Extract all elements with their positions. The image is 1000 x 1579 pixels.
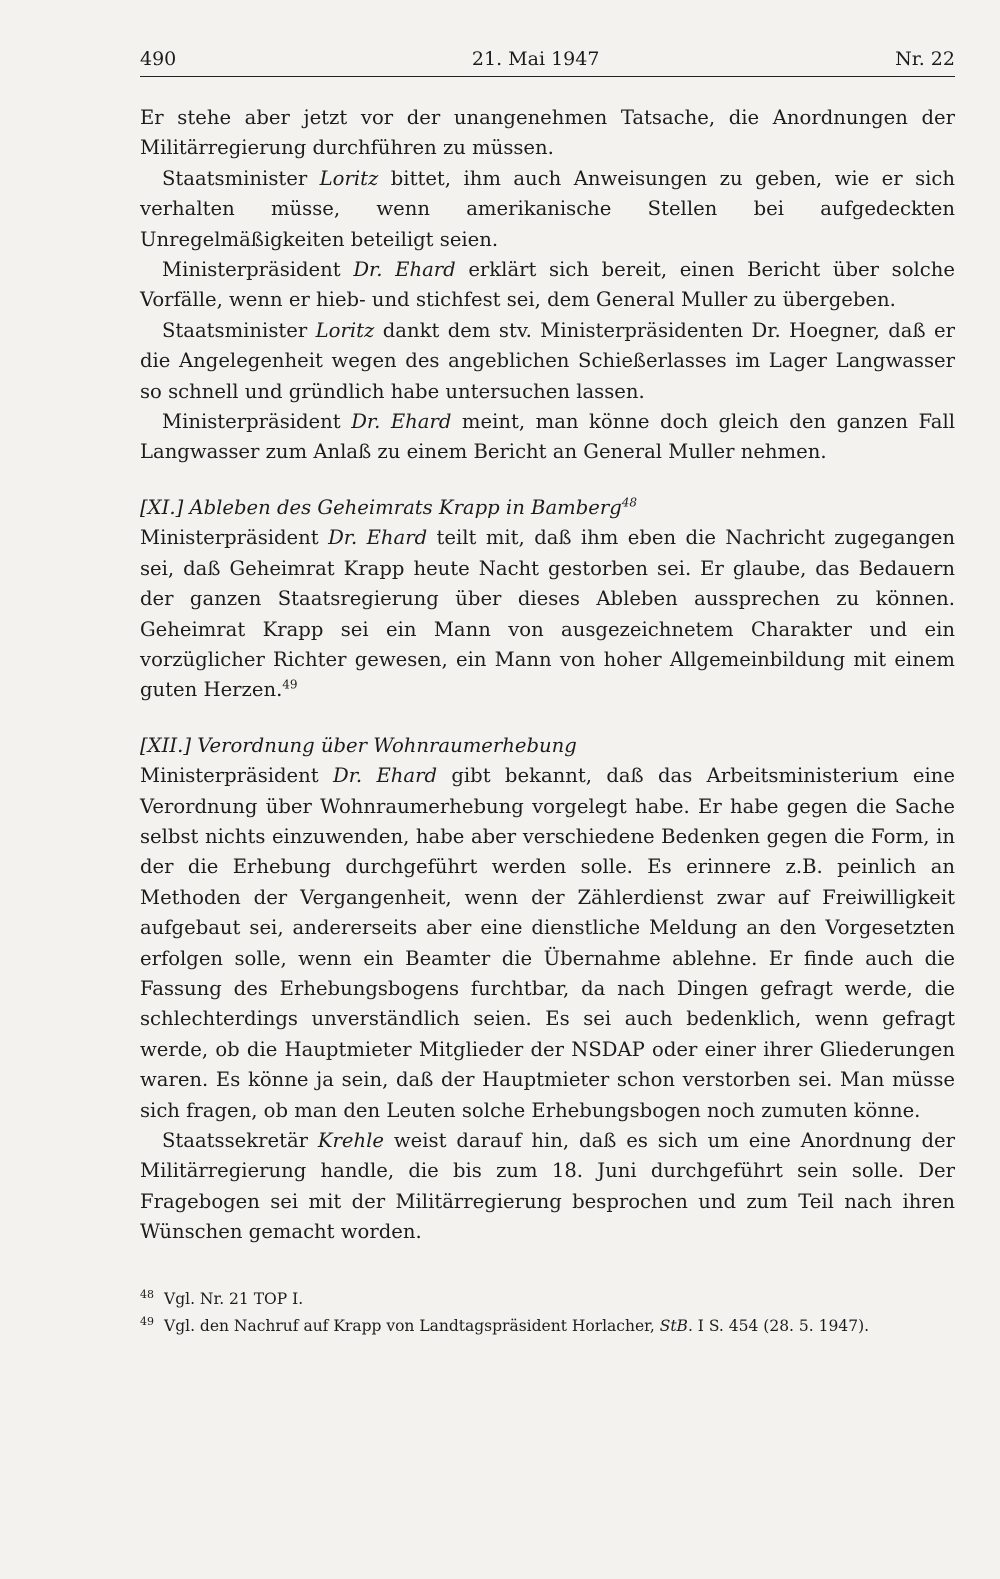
text-run: Er stehe aber jetzt vor der unangenehmen Tatsache, die Anordnungen der Militärregierung durchführen zu müssen.	[140, 106, 955, 160]
text-run: [	[140, 495, 148, 519]
italic-text: Verordnung über Wohnraumerhebung	[197, 733, 577, 757]
text-run: Ministerpräsident	[140, 764, 333, 788]
text-run: meint, man könne doch gleich den ganzen Fall Langwasser zum Anlaß zu einem Bericht an General Muller nehmen.	[140, 410, 955, 464]
text-run: I S. 454 (28. 5. 1947).	[692, 1316, 870, 1335]
footnotes	[140, 1286, 955, 1340]
text-run: gibt bekannt, daß das Arbeitsministerium eine Verordnung über Wohnraumerhebung vorgelegt habe. Er habe gegen die Sache selbst nichts einzuwenden, habe aber verschiedene Bedenken gegen die Form, in der die Erhebung durchgeführt werden solle. Es erinnere z.B. peinlich an Methoden der Vergangenheit, wenn der Zählerdienst zwar auf Freiwilligkeit aufgebaut sei, andererseits aber eine dienstliche Meldung an den Vorgesetzten erfolgen solle, wenn ein Beamter die Übernahme ablehne. Er finde auch die Fassung des Erhebungsbogens furchtbar, da nach Dingen gefragt werde, die schlechterdings unverständlich seien. Es sei auch bedenklich, wenn gefragt werde, ob die Hauptmieter Mitglieder der NSDAP oder einer ihrer Gliederungen waren. Es könne ja sein, daß der Hauptmieter schon verstorben sei. Man müsse sich fragen, ob man den Leuten solche Erhebungsbogen noch zumuten könne.	[140, 764, 955, 1122]
text-run: ]	[183, 733, 198, 757]
text-run: ]	[175, 495, 190, 519]
text-run: Staatssekretär	[162, 1129, 318, 1152]
paragraph	[140, 1126, 955, 1248]
text-run: Ministerpräsident	[140, 526, 329, 550]
text-run: Staatsminister	[162, 166, 320, 190]
section-heading-xi	[140, 493, 955, 523]
paragraph	[140, 761, 955, 1126]
italic-text: Loritz	[319, 166, 379, 190]
text-run: teilt mit, daß ihm eben die Nachricht zugegangen sei, daß Geheimrat Krapp heute Nacht gestorben sei. Er glaube, das Bedauern der ganzen Staatsregierung über dieses Ableben aussprechen zu können. Geheimrat Krapp sei ein Mann von ausgezeichnetem Charakter und ein vorzüglicher Richter gewesen, ein Mann von hoher Allgemeinbildung mit einem guten Herzen.	[140, 526, 955, 702]
body-text	[140, 103, 955, 1248]
text-run: erklärt sich bereit, einen Bericht über solche Vorfälle, wenn er hieb- und stichfest sei, dem General Muller zu übergeben.	[140, 258, 955, 312]
italic-text: StB.	[659, 1316, 693, 1335]
text-run: [	[140, 733, 148, 757]
text-run: dankt dem stv. Ministerpräsidenten Dr. Hoegner, daß er die Angelegenheit wegen des angeblichen Schießerlasses im Lager Langwasser so schnell und gründlich habe untersuchen lassen.	[140, 318, 955, 403]
text-run: weist darauf hin, daß es sich um eine Anordnung der Militärregierung handle, die bis zum 18. Juni durchgeführt sein solle. Der Fragebogen sei mit der Militärregierung besprochen und zum Teil nach ihren Wünschen gemacht worden.	[140, 1129, 955, 1244]
italic-text: Dr. Ehard	[353, 258, 456, 282]
footnote-ref: 49	[282, 677, 298, 692]
italic-text: Ableben des Geheimrats Krapp in Bamberg	[189, 495, 622, 519]
paragraph	[140, 523, 955, 705]
paragraph	[140, 255, 955, 316]
italic-text: Loritz	[315, 318, 375, 342]
header-date: 21. Mai 1947	[471, 48, 600, 70]
italic-text: XI.	[147, 495, 176, 519]
text-run: Ministerpräsident	[162, 258, 354, 282]
italic-text: Dr. Ehard	[333, 764, 438, 788]
page-number: 490	[140, 48, 177, 70]
footnote	[140, 1286, 955, 1313]
footnote	[140, 1313, 955, 1340]
footnote-ref: 48	[621, 495, 638, 510]
text-run: Vgl. Nr. 21 TOP I.	[164, 1289, 304, 1308]
paragraph	[140, 407, 955, 468]
footnote-number: 49	[140, 1314, 154, 1328]
paragraph	[140, 103, 955, 164]
italic-text: XII.	[147, 733, 184, 757]
text-run: bittet, ihm auch Anweisungen zu geben, wie er sich verhalten müsse, wenn amerikanische Stellen bei aufgedeckten Unregelmäßigkeiten beteiligt seien.	[140, 166, 955, 251]
page-header	[140, 44, 955, 77]
document-page	[140, 44, 955, 1340]
footnote-text	[164, 1313, 869, 1340]
paragraph	[140, 316, 955, 407]
italic-text: Dr. Ehard	[328, 526, 428, 550]
text-run: Vgl. den Nachruf auf Krapp von Landtagspräsident Horlacher,	[164, 1316, 660, 1335]
footnote-number: 48	[140, 1287, 154, 1301]
italic-text: Krehle	[317, 1129, 384, 1152]
section-heading-xii	[140, 731, 955, 761]
italic-text: Dr. Ehard	[351, 410, 452, 434]
text-run: Ministerpräsident	[162, 410, 352, 434]
header-issue: Nr. 22	[895, 48, 955, 70]
footnote-text	[164, 1286, 303, 1313]
paragraph	[140, 164, 955, 255]
text-run: Staatsminister	[162, 318, 316, 342]
